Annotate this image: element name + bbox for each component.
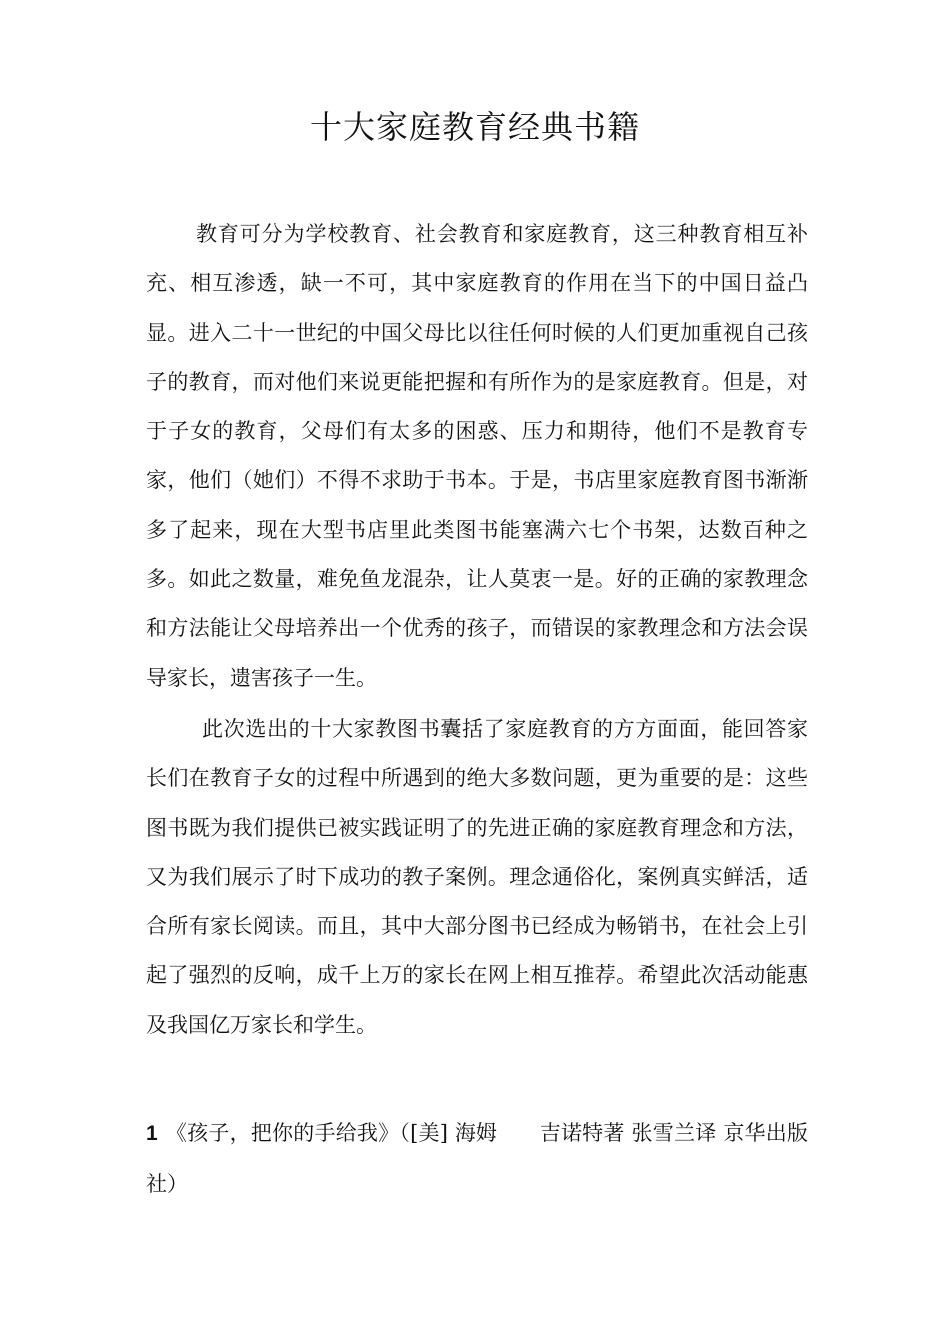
book-description: 《孩子，把你的手给我》（[美] 海姆 吉诺特著 张雪兰译 京华出版社）	[146, 1121, 808, 1196]
book-entry	[146, 1108, 808, 1210]
intro-paragraph-1: 教育可分为学校教育、社会教育和家庭教育，这三种教育相互补充、相互渗透，缺一不可，其中家庭教育的作用在当下的中国日益凸显。进入二十一世纪的中国父母比以往任何时候的人们更加重视自己孩子的教育，而对他们来说更能把握和有所作为的是家庭教育。但是，对于子女的教育，父母们有太多的困惑、压力和期待，他们不是教育专家，他们（她们）不得不求助于书本。于是，书店里家庭教育图书渐渐多了起来，现在大型书店里此类图书能塞满六七个书架，达数百种之多。如此之数量，难免鱼龙混杂，让人莫衷一是。好的正确的家教理念和方法能让父母培养出一个优秀的孩子，而错误的家教理念和方法会误导家长，遗害孩子一生。	[146, 222, 808, 690]
document-title: 十大家庭教育经典书籍	[309, 108, 640, 146]
book-number: 1	[146, 1122, 158, 1145]
intro-paragraph-2: 此次选出的十大家教图书囊括了家庭教育的方方面面，能回答家长们在教育子女的过程中所遇到的绝大多数问题，更为重要的是：这些图书既为我们提供已被实践证明了的先进正确的家庭教育理念和方法，又为我们展示了时下成功的教子案例。理念通俗化，案例真实鲜活，适合所有家长阅读。而且，其中大部分图书已经成为畅销书，在社会上引起了强烈的反响，成千上万的家长在网上相互推荐。希望此次活动能惠及我国亿万家长和学生。	[146, 717, 808, 1037]
